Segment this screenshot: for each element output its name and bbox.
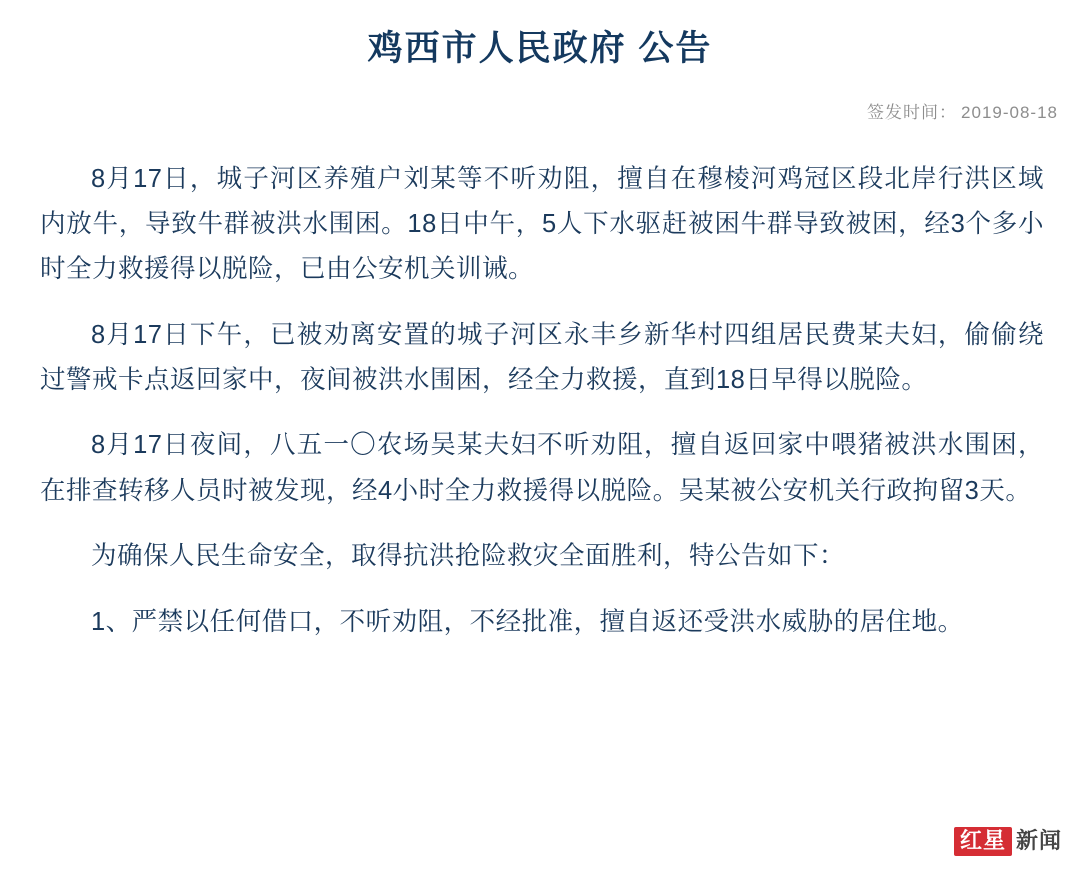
issue-date-label: 签发时间： — [867, 102, 958, 122]
issue-date-value: 2019-08-18 — [961, 102, 1058, 122]
watermark-brand-dark: 新闻 — [1015, 828, 1062, 854]
body-paragraph: 8月17日，城子河区养殖户刘某等不听劝阻，擅自在穆棱河鸡冠区段北岸行洪区域内放牛，导致牛群被洪水围困。18日中午，5人下水驱赶被困牛群导致被困，经3个多小时全力救援得以脱险，已由公安机关训诫。 — [40, 164, 1044, 284]
issue-date-row — [0, 98, 1080, 123]
watermark-brand-red: 红星 — [954, 827, 1012, 856]
document-body — [0, 157, 1080, 645]
body-paragraph: 8月17日下午，已被劝离安置的城子河区永丰乡新华村四组居民费某夫妇，偷偷绕过警戒卡点返回家中，夜间被洪水围困，经全力救援，直到18日早得以脱险。 — [40, 320, 1044, 394]
page-title: 鸡西市人民政府 公告 — [367, 29, 713, 68]
body-paragraph: 8月17日夜间，八五一〇农场吴某夫妇不听劝阻，擅自返回家中喂猪被洪水围困，在排查转移人员时被发现，经4小时全力救援得以脱险。吴某被公安机关行政拘留3天。 — [40, 431, 1044, 505]
body-paragraph: 1、严禁以任何借口，不听劝阻，不经批准，擅自返还受洪水威胁的居住地。 — [91, 607, 964, 636]
watermark-logo — [954, 827, 1062, 856]
body-paragraph: 为确保人民生命安全，取得抗洪抢险救灾全面胜利，特公告如下： — [91, 542, 846, 571]
